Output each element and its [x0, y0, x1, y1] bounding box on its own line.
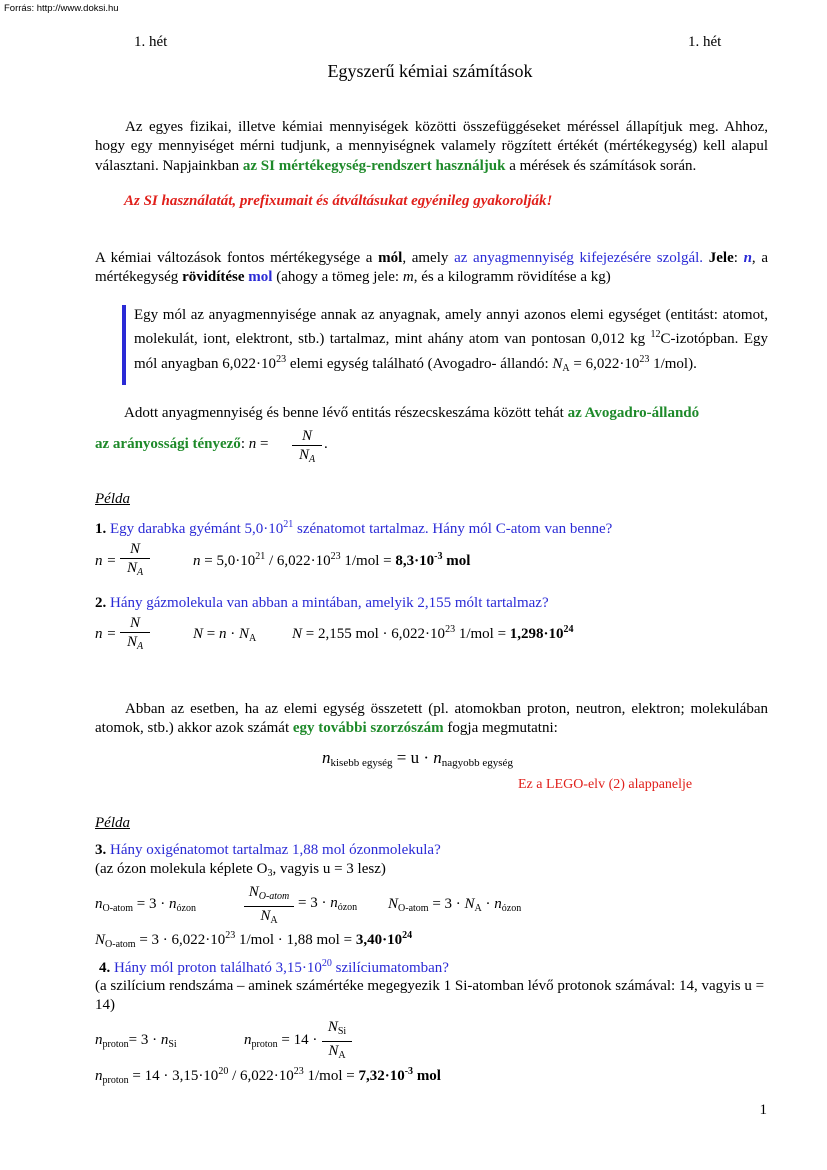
- example-4-note: (a szilícium rendszáma – aminek számértéke megegyezik 1 Si-atomban lévő protonok számával: 14, vagyis u = 14): [95, 978, 765, 1014]
- example-4-formula-1: $n_{proton}= 3 \cdot n_{Si}$: [95, 1032, 177, 1050]
- example-2-question: 2. Hány gázmolekula van abban a mintában, amelyik 2,155 mólt tartalmaz?: [95, 595, 549, 611]
- example-3-formula-3: $N_{O-atom} = 3 \cdot N_A \cdot n_{ózon}$: [388, 896, 522, 914]
- page-number: 1: [759, 1102, 767, 1118]
- example-3-formula-2: = $3 \cdot n_{ózon}$: [298, 895, 358, 913]
- si-practice-note: Az SI használatát, prefixumait és átváltásukat egyénileg gyakorolják!: [124, 193, 553, 209]
- avogadro-sentence: Adott anyagmennyiség és benne lévő entitás részecskeszáma között tehát az Avogadro-állandó: [124, 405, 700, 421]
- example-3-question: 3. Hány oxigénatomot tartalmaz 1,88 mol ózonmolekula?: [95, 842, 441, 858]
- example-label-2: Példa: [95, 815, 130, 831]
- example-2-calculation: N = 2,155 mol · $6,022\cdot 10^{23}$ $1/mol = 1,298\cdot 10^{24}$: [292, 624, 574, 642]
- example-1-fraction: $\frac{N}{N_A}$: [120, 540, 150, 582]
- lego-note: Ez a LEGO-elv (2) alappanelje: [518, 777, 693, 792]
- composite-paragraph: Abban az esetben, ha az elemi egység összetett (pl. atomokban proton, neutron, elektron; molekulában atomok, stb.) akkor azok számát egy további szorzószám fogja megmutatni:: [95, 701, 768, 737]
- example-3-note: (az ózon molekula képlete $O_3$, vagyis u = 3 lesz): [95, 861, 386, 879]
- example-4-calculation: $n_{proton} = 14 \cdot 3,15\cdot 10^{20} / 6,022\cdot 10^{23}$ $1/mol = 7,32\cdot 10^{-3}$ mol: [95, 1066, 441, 1086]
- example-2-relation: $N = n \cdot N_A$: [193, 626, 257, 644]
- mol-definition: Egy mól az anyagmennyisége annak az anyagnak, amely annyi azonos elemi egységet (entitást: atomot, molekulát, iont, elektront, stb.) tartalmaz, mint ahány atom van pontosan 0,012 kg $^{12}$C-izotópban. Egy mól anyagban $6,022\cdot 10^{23}$ elemi egység található (Avogadro- állandó: $N_A = 6,022\cdot 10^{23}$ 1/mol).: [134, 307, 769, 374]
- example-3-fraction: $N_{O-atom}$ $N_A$: [244, 883, 294, 930]
- avogadro-fraction: $\frac{N}{N_A}$: [292, 427, 322, 469]
- avogadro-period: .: [324, 436, 328, 452]
- example-4-formula-2: $n_{proton} = 14$ ·: [244, 1032, 318, 1050]
- example-label-1: Példa: [95, 491, 130, 507]
- example-2-formula-left: n =: [95, 626, 117, 642]
- page-title: Egyszerű kémiai számítások: [327, 61, 533, 81]
- example-1-calculation: $n = 5,0\cdot 10^{21} / 6,022\cdot 10^{23}$ $1/mol = 8,3\cdot 10^{-3}$ mol: [193, 551, 471, 569]
- example-1-question: 1. Egy darabka gyémánt $5,0\cdot 10^{21}$ szénatomot tartalmaz. Hány mól C-atom van benne?: [95, 519, 613, 537]
- example-1-formula-left: n =: [95, 553, 117, 569]
- proportionality-factor: az arányossági tényező: n =: [95, 436, 269, 452]
- definition-accent-bar: [122, 305, 126, 385]
- example-2-fraction: $\frac{N}{N_A}$: [120, 614, 150, 656]
- lego-formula: $n_{kisebb egység} = u \cdot n_{nagyobb egység}$: [322, 748, 513, 769]
- source-note: Forrás: http://www.doksi.hu: [4, 3, 119, 14]
- header-right: 1. hét: [688, 34, 722, 50]
- example-4-question: 4. Hány mól proton található $3,15\cdot 10^{20}$ szilíciumatomban?: [99, 958, 449, 976]
- intro-paragraph: Az egyes fizikai, illetve kémiai mennyiségek közötti összefüggéseket méréssel állapítjuk meg. Ahhoz, hogy egy mennyiséget mérni tudjunk, a mennyiségnek valamely rögzített értékét (mértékegység) kell alapul választani. Napjainkban az SI mértékegység-rendszert használjuk a mérések és számítások során.: [95, 119, 768, 174]
- mol-paragraph: A kémiai változások fontos mértékegysége a mól, amely az anyagmennyiség kifejezésére szolgál. Jele: n, a mértékegység rövidítése mol (ahogy a tömeg jele: m, és a kilogramm rövidítése a kg): [95, 250, 769, 286]
- header-left: 1. hét: [134, 34, 168, 50]
- example-3-calculation: $N_{O-atom} = 3 \cdot 6,022\cdot 10^{23}$ 1/mol · 1,88 mol = $3,40\cdot 10^{24}$: [95, 930, 413, 950]
- example-3-formula-1: $n_{O-atom} = 3 \cdot n_{ózon}$: [95, 896, 196, 914]
- example-4-fraction: $N_{Si}$ $N_A$: [322, 1018, 352, 1065]
